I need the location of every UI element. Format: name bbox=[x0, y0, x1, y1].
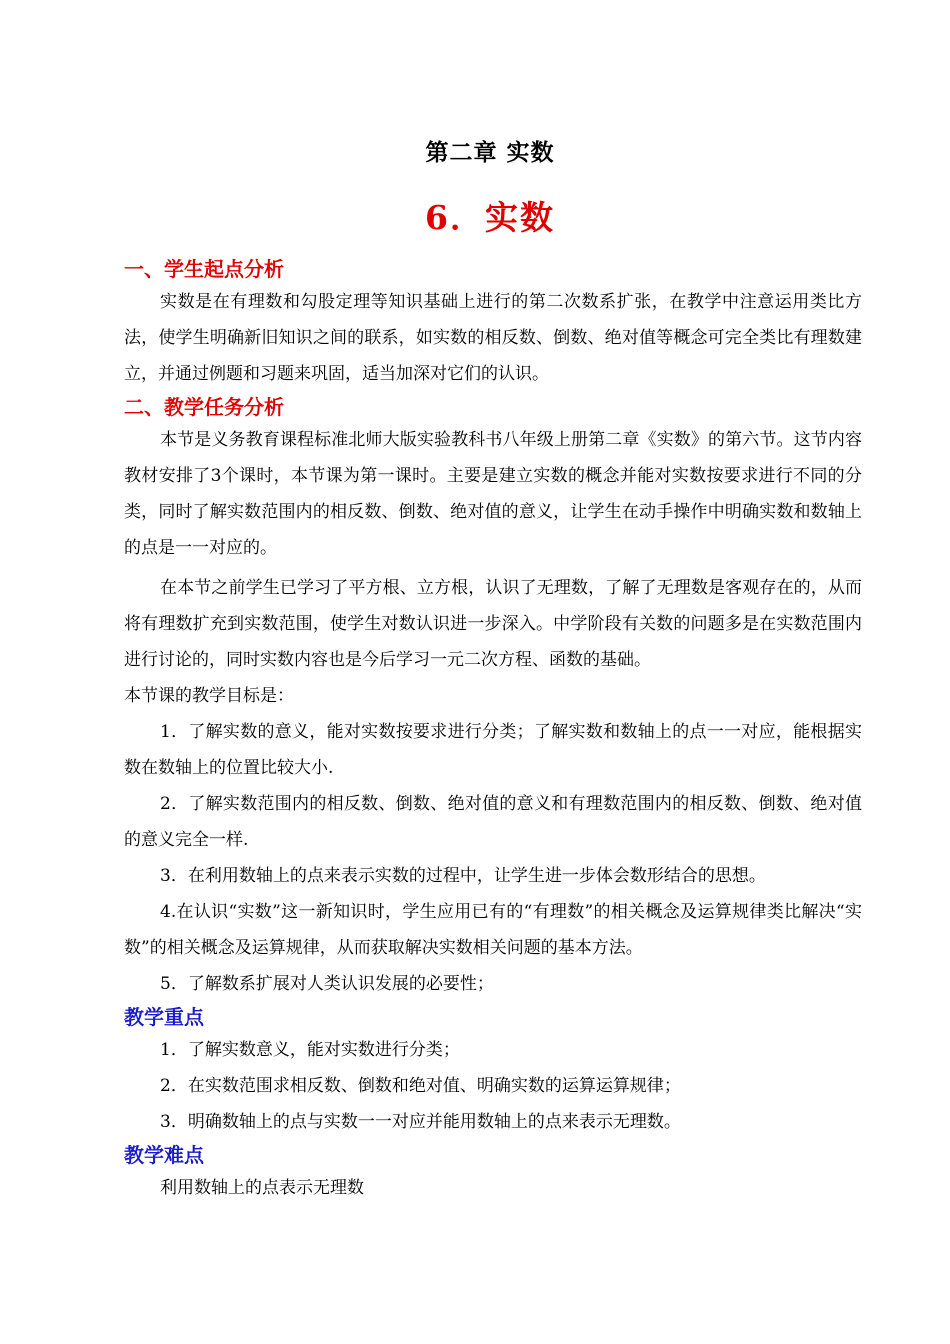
goal-item: 3．在利用数轴上的点来表示实数的过程中，让学生进一步体会数形结合的思想。 bbox=[160, 866, 766, 886]
key-point-item: 1．了解实数意义，能对实数进行分类； bbox=[160, 1040, 460, 1060]
paragraph: 在本节之前学生已学习了平方根、立方根，认识了无理数，了解了无理数是客观存在的，从而将有理数扩充到实数范围，使学生对数认识进一步深入。中学阶段有关数的问题多是在实数范围内进行讨论的，同时实数内容也是今后学习一元二次方程、函数的基础。 bbox=[124, 578, 862, 670]
goal-item: 2．了解实数范围内的相反数、倒数、绝对值的意义和有理数范围内的相反数、倒数、绝对值的意义完全一样. bbox=[124, 794, 862, 850]
document-body bbox=[124, 254, 862, 1206]
goal-item: 1．了解实数的意义，能对实数按要求进行分类；了解实数和数轴上的点一一对应，能根据实数在数轴上的位置比较大小. bbox=[124, 722, 862, 778]
heading-difficulties: 教学难点 bbox=[124, 1143, 204, 1167]
heading-task-analysis: 二、教学任务分析 bbox=[124, 395, 284, 419]
goals-intro: 本节课的教学目标是： bbox=[124, 686, 294, 706]
goal-item: 5．了解数系扩展对人类认识发展的必要性； bbox=[160, 974, 494, 994]
heading-student-analysis: 一、学生起点分析 bbox=[124, 257, 284, 281]
goal-item: 4.在认识“实数”这一新知识时，学生应用已有的“有理数”的相关概念及运算规律类比解决“实数”的相关概念及运算规律，从而获取解决实数相关问题的基本方法。 bbox=[124, 902, 862, 958]
key-point-item: 3．明确数轴上的点与实数一一对应并能用数轴上的点来表示无理数。 bbox=[160, 1112, 681, 1132]
section-title: 6．实数 bbox=[425, 198, 555, 237]
paragraph: 本节是义务教育课程标准北师大版实验教科书八年级上册第二章《实数》的第六节。这节内容教材安排了3个课时，本节课为第一课时。主要是建立实数的概念并能对实数按要求进行不同的分类，同时了解实数范围内的相反数、倒数、绝对值的意义，让学生在动手操作中明确实数和数轴上的点是一一对应的。 bbox=[124, 430, 862, 558]
difficulty-text: 利用数轴上的点表示无理数 bbox=[160, 1178, 364, 1198]
heading-key-points: 教学重点 bbox=[124, 1005, 204, 1029]
key-point-item: 2．在实数范围求相反数、倒数和绝对值、明确实数的运算运算规律； bbox=[160, 1076, 681, 1096]
paragraph: 实数是在有理数和勾股定理等知识基础上进行的第二次数系扩张，在教学中注意运用类比方法，使学生明确新旧知识之间的联系，如实数的相反数、倒数、绝对值等概念可完全类比有理数建立，并通过例题和习题来巩固，适当加深对它们的认识。 bbox=[124, 292, 862, 384]
chapter-title: 第二章 实数 bbox=[425, 139, 555, 166]
